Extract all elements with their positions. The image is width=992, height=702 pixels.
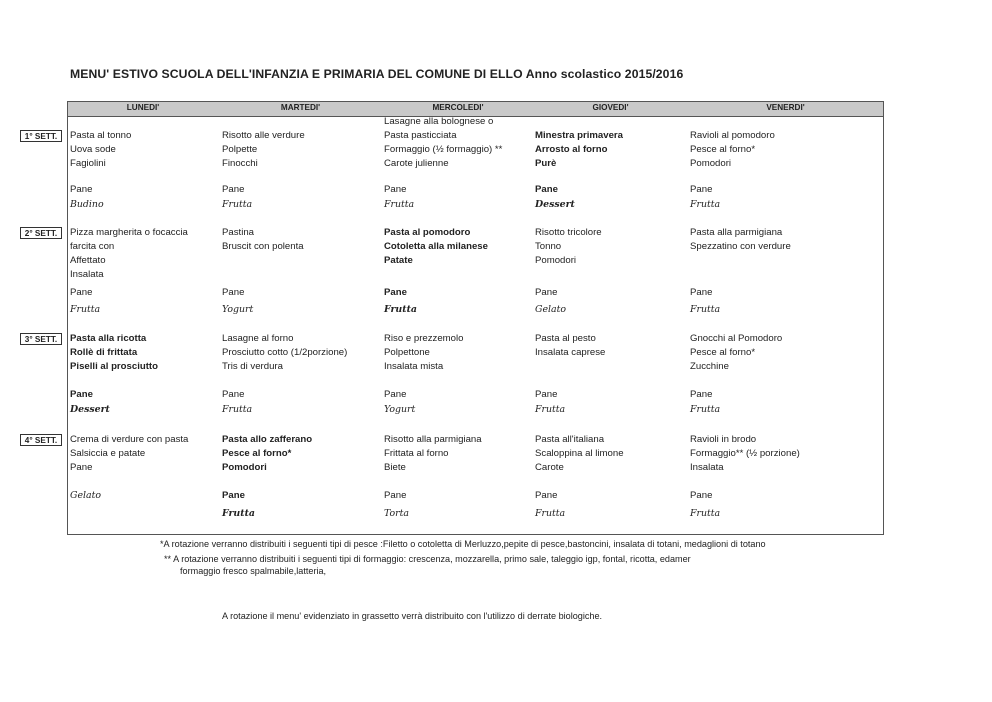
- menu-item-week1-venerdi: Pane: [690, 184, 713, 195]
- menu-item-week4-martedi: Pesce al forno*: [222, 448, 292, 459]
- menu-item-week1-mercoledi: Lasagne alla bolognese o: [384, 116, 494, 127]
- menu-item-week4-mercoledi: Risotto alla parmigiana: [384, 434, 482, 445]
- menu-item-week3-lunedi: Piselli al prosciutto: [70, 361, 158, 372]
- menu-item-week2-mercoledi: Pane: [384, 287, 407, 298]
- menu-item-week4-martedi: Frutta: [222, 508, 255, 519]
- menu-item-week3-lunedi: Dessert: [70, 404, 110, 415]
- menu-item-week1-lunedi: Pane: [70, 184, 93, 195]
- menu-item-week3-martedi: Tris di verdura: [222, 361, 283, 372]
- menu-item-week3-venerdi: Pane: [690, 389, 713, 400]
- menu-item-week2-giovedi: Pomodori: [535, 255, 577, 266]
- menu-item-week3-martedi: Prosciutto cotto (1/2porzione): [222, 347, 348, 358]
- menu-item-week3-giovedi: Pasta al pesto: [535, 333, 596, 344]
- menu-item-week2-mercoledi: Frutta: [384, 304, 417, 315]
- menu-item-week1-lunedi: Fagiolini: [70, 158, 106, 169]
- menu-item-week3-martedi: Pane: [222, 389, 245, 400]
- menu-item-week1-martedi: Frutta: [222, 199, 253, 210]
- day-header-wednesday: MERCOLEDI': [432, 103, 484, 112]
- menu-item-week2-giovedi: Tonno: [535, 241, 562, 252]
- menu-item-week2-mercoledi: Cotoletta alla milanese: [384, 241, 488, 252]
- menu-item-week3-mercoledi: Riso e prezzemolo: [384, 333, 464, 344]
- menu-item-week2-martedi: Bruscit con polenta: [222, 241, 304, 252]
- menu-table: [67, 101, 884, 535]
- menu-item-week2-martedi: Pane: [222, 287, 245, 298]
- week-label-2: 2° SETT.: [20, 227, 62, 239]
- menu-item-week3-giovedi: Insalata caprese: [535, 347, 606, 358]
- menu-item-week2-mercoledi: Pasta al pomodoro: [384, 227, 471, 238]
- menu-item-week3-venerdi: Frutta: [690, 404, 721, 415]
- menu-item-week1-mercoledi: Formaggio (½ formaggio) **: [384, 144, 503, 155]
- menu-item-week1-venerdi: Pesce al forno*: [690, 144, 756, 155]
- menu-item-week4-martedi: Pane: [222, 490, 245, 501]
- menu-item-week2-martedi: Pastina: [222, 227, 254, 238]
- page-title: MENU' ESTIVO SCUOLA DELL'INFANZIA E PRIMARIA DEL COMUNE DI ELLO Anno scolastico 2015/2016: [70, 67, 684, 81]
- menu-item-week1-martedi: Polpette: [222, 144, 258, 155]
- menu-item-week2-venerdi: Spezzatino con verdure: [690, 241, 791, 252]
- menu-item-week4-lunedi: Crema di verdure con pasta: [70, 434, 189, 445]
- day-header-row: [68, 102, 883, 117]
- menu-item-week2-lunedi: Insalata: [70, 269, 104, 280]
- menu-item-week1-venerdi: Ravioli al pomodoro: [690, 130, 775, 141]
- menu-item-week2-lunedi: farcita con: [70, 241, 115, 252]
- menu-item-week1-venerdi: Frutta: [690, 199, 721, 210]
- menu-item-week2-giovedi: Gelato: [535, 304, 567, 315]
- menu-item-week1-mercoledi: Pane: [384, 184, 407, 195]
- menu-item-week4-giovedi: Pasta all'italiana: [535, 434, 605, 445]
- menu-item-week4-martedi: Pasta allo zafferano: [222, 434, 313, 445]
- menu-item-week4-venerdi: Frutta: [690, 508, 721, 519]
- menu-item-week1-giovedi: Arrosto al forno: [535, 144, 608, 155]
- menu-item-week2-lunedi: Pizza margherita o focaccia: [70, 227, 188, 238]
- menu-item-week1-giovedi: Minestra primavera: [535, 130, 623, 141]
- menu-item-week2-martedi: Yogurt: [222, 304, 254, 315]
- menu-item-week3-martedi: Lasagne al forno: [222, 333, 294, 344]
- menu-item-week4-mercoledi: Pane: [384, 490, 407, 501]
- menu-item-week1-mercoledi: Carote julienne: [384, 158, 449, 169]
- menu-item-week2-lunedi: Frutta: [70, 304, 101, 315]
- menu-item-week1-giovedi: Pane: [535, 184, 558, 195]
- menu-item-week2-venerdi: Pane: [690, 287, 713, 298]
- cheese-note-continued: formaggio fresco spalmabile,latteria,: [180, 566, 327, 576]
- menu-item-week4-giovedi: Carote: [535, 462, 564, 473]
- menu-item-week3-venerdi: Gnocchi al Pomodoro: [690, 333, 783, 344]
- menu-item-week4-giovedi: Scaloppina al limone: [535, 448, 624, 459]
- menu-item-week4-venerdi: Pane: [690, 490, 713, 501]
- menu-item-week4-martedi: Pomodori: [222, 462, 267, 473]
- menu-item-week2-giovedi: Risotto tricolore: [535, 227, 602, 238]
- menu-item-week3-martedi: Frutta: [222, 404, 253, 415]
- menu-item-week1-martedi: Pane: [222, 184, 245, 195]
- menu-item-week4-venerdi: Insalata: [690, 462, 724, 473]
- menu-item-week4-venerdi: Ravioli in brodo: [690, 434, 757, 445]
- menu-item-week3-mercoledi: Pane: [384, 389, 407, 400]
- menu-item-week4-mercoledi: Frittata al forno: [384, 448, 449, 459]
- menu-item-week3-giovedi: Frutta: [535, 404, 566, 415]
- day-header-friday: VENERDI': [766, 103, 805, 112]
- menu-item-week4-lunedi: Salsiccia e patate: [70, 448, 146, 459]
- menu-item-week3-mercoledi: Polpettone: [384, 347, 430, 358]
- menu-item-week1-martedi: Finocchi: [222, 158, 258, 169]
- menu-item-week1-mercoledi: Pasta pasticciata: [384, 130, 457, 141]
- menu-item-week2-mercoledi: Patate: [384, 255, 413, 266]
- menu-item-week4-venerdi: Formaggio** (½ porzione): [690, 448, 800, 459]
- day-header-thursday: GIOVEDI': [592, 103, 629, 112]
- menu-item-week4-giovedi: Frutta: [535, 508, 566, 519]
- menu-item-week1-giovedi: Purè: [535, 158, 557, 169]
- menu-item-week2-venerdi: Pasta alla parmigiana: [690, 227, 783, 238]
- menu-item-week4-mercoledi: Biete: [384, 462, 406, 473]
- menu-item-week4-mercoledi: Torta: [384, 508, 410, 519]
- menu-item-week1-venerdi: Pomodori: [690, 158, 732, 169]
- menu-item-week1-lunedi: Budino: [70, 199, 104, 210]
- menu-item-week3-lunedi: Pasta alla ricotta: [70, 333, 147, 344]
- menu-item-week1-lunedi: Uova sode: [70, 144, 116, 155]
- menu-item-week4-giovedi: Pane: [535, 490, 558, 501]
- menu-item-week3-venerdi: Pesce al forno*: [690, 347, 756, 358]
- menu-item-week2-lunedi: Pane: [70, 287, 93, 298]
- menu-item-week1-martedi: Risotto alle verdure: [222, 130, 305, 141]
- week-label-3: 3° SETT.: [20, 333, 62, 345]
- menu-item-week1-lunedi: Pasta al tonno: [70, 130, 132, 141]
- menu-item-week2-giovedi: Pane: [535, 287, 558, 298]
- menu-item-week1-mercoledi: Frutta: [384, 199, 415, 210]
- menu-item-week3-lunedi: Rollè di frittata: [70, 347, 138, 358]
- week-label-1: 1° SETT.: [20, 130, 62, 142]
- menu-item-week4-lunedi: Pane: [70, 462, 93, 473]
- cheese-note: ** A rotazione verranno distribuiti i seguenti tipi di formaggio: crescenza, mozzarella, primo sale, taleggio igp, fontal, ricotta, edamer: [164, 554, 691, 564]
- menu-item-week3-giovedi: Pane: [535, 389, 558, 400]
- menu-item-week1-giovedi: Dessert: [535, 199, 575, 210]
- menu-item-week4-lunedi: Gelato: [70, 490, 102, 501]
- fish-note: *A rotazione verranno distribuiti i seguenti tipi di pesce :Filetto o cotoletta di Merluzzo,pepite di pesce,bastoncini, insalata di totani, medaglioni di totano: [160, 539, 766, 549]
- menu-item-week2-lunedi: Affettato: [70, 255, 106, 266]
- menu-item-week3-venerdi: Zucchine: [690, 361, 729, 372]
- day-header-monday: LUNEDI': [126, 103, 160, 112]
- day-header-tuesday: MARTEDI': [280, 103, 321, 112]
- menu-item-week2-venerdi: Frutta: [690, 304, 721, 315]
- menu-item-week3-lunedi: Pane: [70, 389, 93, 400]
- menu-item-week3-mercoledi: Insalata mista: [384, 361, 444, 372]
- week-label-4: 4° SETT.: [20, 434, 62, 446]
- menu-item-week3-mercoledi: Yogurt: [384, 404, 416, 415]
- organic-note: A rotazione il menu' evidenziato in grassetto verrà distribuito con l'utilizzo di derrate biologiche.: [222, 611, 603, 621]
